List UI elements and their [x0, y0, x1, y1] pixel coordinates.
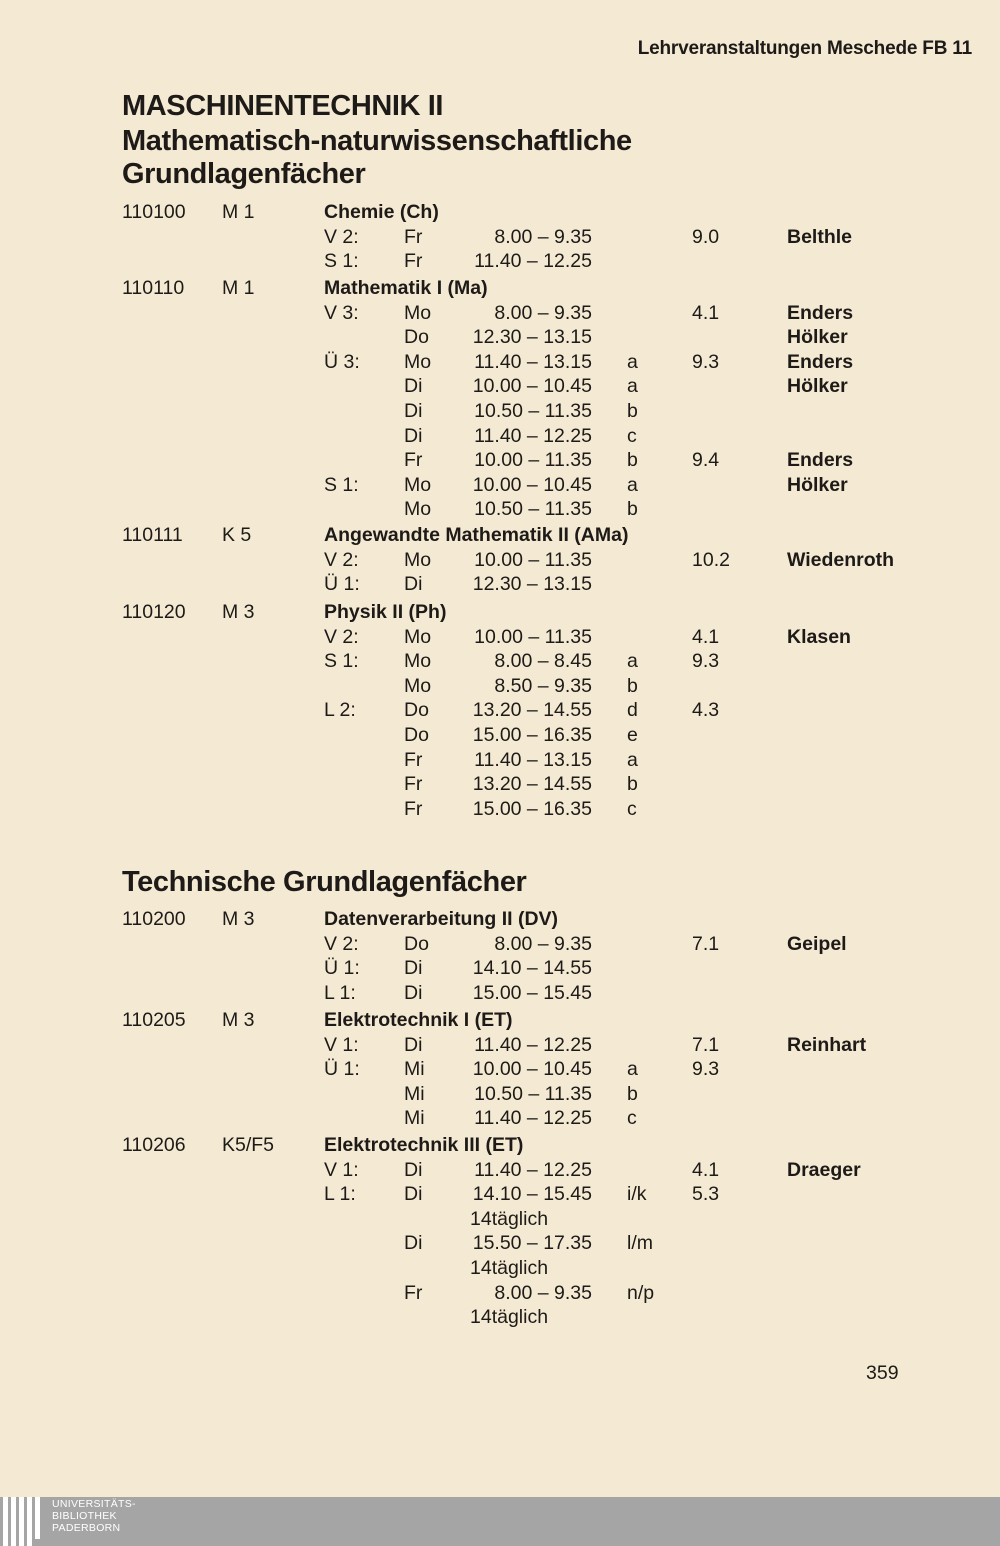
session-room: 9.3	[692, 1058, 720, 1081]
session-lecturer: Klasen	[787, 625, 851, 648]
session-row	[0, 674, 1000, 698]
session-room: 4.3	[692, 699, 720, 722]
session-row	[0, 723, 1000, 747]
session-time: 8.00 – 9.35	[494, 932, 592, 955]
session-room: 4.1	[692, 1158, 720, 1181]
session-day: Di	[404, 400, 423, 422]
session-time: 11.40 – 13.15	[474, 748, 592, 771]
session-room: 9.3	[692, 350, 720, 373]
session-row	[0, 572, 1000, 596]
session-group-letter: b	[627, 1082, 638, 1105]
session-type: V 1:	[324, 1158, 359, 1181]
session-type: V 2:	[324, 225, 359, 248]
course-row	[0, 523, 1000, 547]
library-name-line1: UNIVERSITÄTS-	[52, 1498, 136, 1510]
session-row	[0, 1281, 1000, 1305]
course-title: Datenverarbeitung II (DV)	[324, 908, 559, 930]
session-time: 8.00 – 8.45	[494, 650, 592, 673]
course-row	[0, 1133, 1000, 1157]
session-lecturer: Reinhart	[787, 1033, 867, 1056]
session-lecturer: Hölker	[787, 473, 848, 496]
session-group-letter: a	[627, 350, 638, 373]
session-row	[0, 399, 1000, 423]
course-row	[0, 200, 1000, 224]
session-day: Mo	[404, 650, 432, 673]
session-row	[0, 225, 1000, 249]
session-day: Di	[404, 1158, 423, 1181]
session-day: Do	[404, 724, 429, 746]
session-day: Di	[404, 1232, 423, 1255]
session-day: Di	[404, 981, 423, 1004]
session-time: 14.10 – 14.55	[472, 957, 592, 980]
session-row	[0, 1033, 1000, 1057]
session-day: Fr	[404, 797, 423, 820]
session-room: 5.3	[692, 1183, 720, 1206]
session-time: 10.00 – 10.45	[472, 1058, 592, 1081]
session-time: 8.00 – 9.35	[494, 225, 592, 248]
session-group-letter: a	[627, 1058, 638, 1081]
course-title: Elektrotechnik III (ET)	[324, 1134, 524, 1156]
session-day: Di	[404, 375, 423, 398]
session-type: Ü 1:	[324, 1058, 360, 1081]
session-type: Ü 1:	[324, 957, 360, 980]
session-time: 10.00 – 10.45	[472, 375, 592, 398]
session-time: 12.30 – 13.15	[472, 573, 592, 596]
session-day: Do	[404, 326, 429, 349]
session-time: 14.10 – 15.45	[472, 1183, 592, 1206]
session-lecturer: Enders	[787, 301, 854, 324]
session-frequency-note: 14täglich	[470, 1207, 549, 1230]
session-note-row	[0, 1305, 1000, 1329]
session-row	[0, 956, 1000, 980]
course-group: M 1	[222, 201, 255, 223]
session-time: 10.00 – 11.35	[474, 449, 592, 472]
session-row	[0, 932, 1000, 956]
course-title: Physik II (Ph)	[324, 601, 447, 623]
session-group-letter: l/m	[627, 1232, 653, 1255]
course-number: 110200	[122, 908, 186, 930]
session-row	[0, 1158, 1000, 1182]
session-room: 7.1	[692, 932, 720, 955]
session-time: 15.50 – 17.35	[472, 1232, 592, 1255]
session-time: 8.00 – 9.35	[494, 1281, 592, 1304]
session-row	[0, 797, 1000, 821]
session-group-letter: a	[627, 748, 638, 771]
session-row	[0, 1182, 1000, 1206]
session-time: 15.00 – 16.35	[472, 797, 592, 820]
session-time: 8.00 – 9.35	[494, 301, 592, 324]
session-time: 10.00 – 10.45	[472, 473, 592, 496]
session-row	[0, 698, 1000, 722]
session-day: Di	[404, 1183, 423, 1206]
session-room: 9.3	[692, 650, 720, 673]
session-row	[0, 473, 1000, 497]
session-day: Fr	[404, 449, 423, 472]
course-group: M 3	[222, 908, 255, 930]
session-type: V 2:	[324, 625, 359, 648]
session-group-letter: c	[627, 797, 637, 820]
session-row	[0, 1231, 1000, 1255]
session-day: Mo	[404, 625, 432, 648]
session-room: 10.2	[692, 548, 730, 571]
course-group: M 1	[222, 277, 255, 299]
session-time: 10.50 – 11.35	[474, 498, 592, 521]
course-row	[0, 600, 1000, 624]
session-type: V 1:	[324, 1033, 359, 1056]
session-group-letter: i/k	[627, 1183, 647, 1206]
session-day: Fr	[404, 225, 423, 248]
session-row	[0, 1082, 1000, 1106]
session-group-letter: b	[627, 773, 638, 796]
session-note-row	[0, 1207, 1000, 1231]
session-time: 10.50 – 11.35	[474, 400, 592, 422]
session-lecturer: Enders	[787, 350, 854, 373]
session-room: 9.4	[692, 449, 720, 472]
session-day: Di	[404, 1033, 423, 1056]
session-day: Mo	[404, 674, 432, 697]
session-time: 11.40 – 12.25	[474, 424, 592, 447]
session-group-letter: b	[627, 449, 638, 472]
course-number: 110120	[122, 601, 186, 623]
session-day: Do	[404, 699, 429, 722]
session-row	[0, 325, 1000, 349]
session-lecturer: Geipel	[787, 932, 847, 955]
session-frequency-note: 14täglich	[470, 1257, 549, 1279]
course-row	[0, 1008, 1000, 1032]
course-row	[0, 907, 1000, 931]
session-row	[0, 1106, 1000, 1130]
session-room: 9.0	[692, 225, 720, 248]
session-type: Ü 3:	[324, 350, 360, 373]
course-number: 110205	[122, 1009, 186, 1031]
session-row	[0, 1057, 1000, 1081]
session-room: 7.1	[692, 1033, 720, 1056]
session-day: Mi	[404, 1107, 425, 1130]
course-number: 110111	[122, 524, 183, 546]
session-type: V 3:	[324, 301, 359, 324]
session-room: 4.1	[692, 301, 720, 324]
course-group: K5/F5	[222, 1134, 275, 1156]
session-row	[0, 497, 1000, 521]
library-name-line3: PADERBORN	[52, 1522, 121, 1534]
session-time: 10.00 – 11.35	[474, 548, 592, 571]
session-day: Mo	[404, 498, 432, 521]
session-room: 4.1	[692, 625, 720, 648]
session-time: 11.40 – 13.15	[474, 350, 592, 373]
session-day: Di	[404, 424, 423, 447]
session-time: 13.20 – 14.55	[472, 699, 592, 722]
session-day: Do	[404, 932, 429, 955]
session-row	[0, 424, 1000, 448]
session-group-letter: b	[627, 498, 638, 521]
session-group-letter: c	[627, 424, 637, 447]
session-type: V 2:	[324, 932, 359, 955]
session-day: Mo	[404, 473, 432, 496]
session-time: 12.30 – 13.15	[472, 326, 592, 349]
session-time: 15.00 – 15.45	[472, 981, 592, 1004]
session-note-row	[0, 1256, 1000, 1280]
session-row	[0, 448, 1000, 472]
session-day: Mi	[404, 1058, 425, 1081]
session-group-letter: c	[627, 1107, 637, 1130]
course-title: Elektrotechnik I (ET)	[324, 1009, 513, 1031]
session-frequency-note: 14täglich	[470, 1306, 549, 1329]
session-type: Ü 1:	[324, 573, 360, 596]
session-day: Di	[404, 573, 423, 596]
session-group-letter: a	[627, 375, 638, 398]
session-lecturer: Enders	[787, 449, 854, 472]
course-group: M 3	[222, 1009, 255, 1031]
course-title: Chemie (Ch)	[324, 201, 439, 223]
session-lecturer: Hölker	[787, 375, 848, 398]
session-row	[0, 649, 1000, 673]
session-row	[0, 374, 1000, 398]
session-group-letter: a	[627, 473, 638, 496]
course-number: 110206	[122, 1134, 186, 1156]
session-group-letter: b	[627, 674, 638, 697]
session-time: 10.50 – 11.35	[474, 1082, 592, 1105]
session-group-letter: a	[627, 650, 638, 673]
session-row	[0, 350, 1000, 374]
course-number: 110110	[122, 277, 185, 299]
session-day: Fr	[404, 1281, 423, 1304]
session-lecturer: Hölker	[787, 326, 848, 349]
course-row	[0, 276, 1000, 300]
session-type: V 2:	[324, 548, 359, 571]
session-lecturer: Belthle	[787, 225, 853, 248]
course-number: 110100	[122, 201, 186, 223]
session-time: 11.40 – 12.25	[474, 1107, 592, 1130]
running-header: Lehrveranstaltungen Meschede FB 11	[637, 38, 972, 59]
session-type: S 1:	[324, 650, 359, 673]
session-day: Di	[404, 957, 423, 980]
session-type: L 1:	[324, 981, 356, 1004]
session-row	[0, 249, 1000, 273]
session-row	[0, 625, 1000, 649]
session-time: 10.00 – 11.35	[474, 625, 592, 648]
page-number: 359	[866, 1362, 899, 1384]
session-lecturer: Draeger	[787, 1158, 861, 1181]
library-name	[52, 1498, 136, 1534]
section-title-math-line1: Mathematisch-naturwissenschaftliche	[122, 125, 632, 157]
session-day: Fr	[404, 773, 423, 796]
session-row	[0, 772, 1000, 796]
session-time: 8.50 – 9.35	[494, 674, 592, 697]
section-title-math-line2: Grundlagenfächer	[122, 158, 366, 190]
session-day: Mi	[404, 1082, 425, 1105]
session-lecturer: Wiedenroth	[787, 548, 895, 571]
session-time: 11.40 – 12.25	[474, 1033, 592, 1056]
session-type: L 1:	[324, 1183, 356, 1206]
session-day: Mo	[404, 350, 432, 373]
session-day: Fr	[404, 748, 423, 771]
section-title-maschinentechnik: MASCHINENTECHNIK II	[122, 90, 444, 122]
session-day: Mo	[404, 548, 432, 571]
session-row	[0, 981, 1000, 1005]
session-day: Fr	[404, 250, 423, 273]
session-row	[0, 301, 1000, 325]
course-title: Angewandte Mathematik II (AMa)	[324, 524, 629, 546]
session-group-letter: e	[627, 724, 638, 746]
session-day: Mo	[404, 301, 432, 324]
course-title: Mathematik I (Ma)	[324, 277, 488, 299]
session-time: 11.40 – 12.25	[474, 250, 592, 273]
session-type: S 1:	[324, 473, 359, 496]
library-name-line2: BIBLIOTHEK	[52, 1510, 117, 1522]
course-group: M 3	[222, 601, 255, 623]
session-group-letter: n/p	[627, 1281, 655, 1304]
session-group-letter: b	[627, 400, 638, 422]
session-type: S 1:	[324, 250, 359, 273]
session-row	[0, 548, 1000, 572]
course-group: K 5	[222, 524, 252, 546]
library-logo-icon	[3, 1497, 47, 1546]
session-row	[0, 748, 1000, 772]
session-time: 13.20 – 14.55	[472, 773, 592, 796]
session-time: 15.00 – 16.35	[472, 724, 592, 746]
section-title-technical: Technische Grundlagenfächer	[122, 866, 527, 898]
session-time: 11.40 – 12.25	[474, 1158, 592, 1181]
session-type: L 2:	[324, 699, 356, 722]
session-group-letter: d	[627, 699, 638, 722]
library-footer-bar	[0, 1497, 1000, 1546]
